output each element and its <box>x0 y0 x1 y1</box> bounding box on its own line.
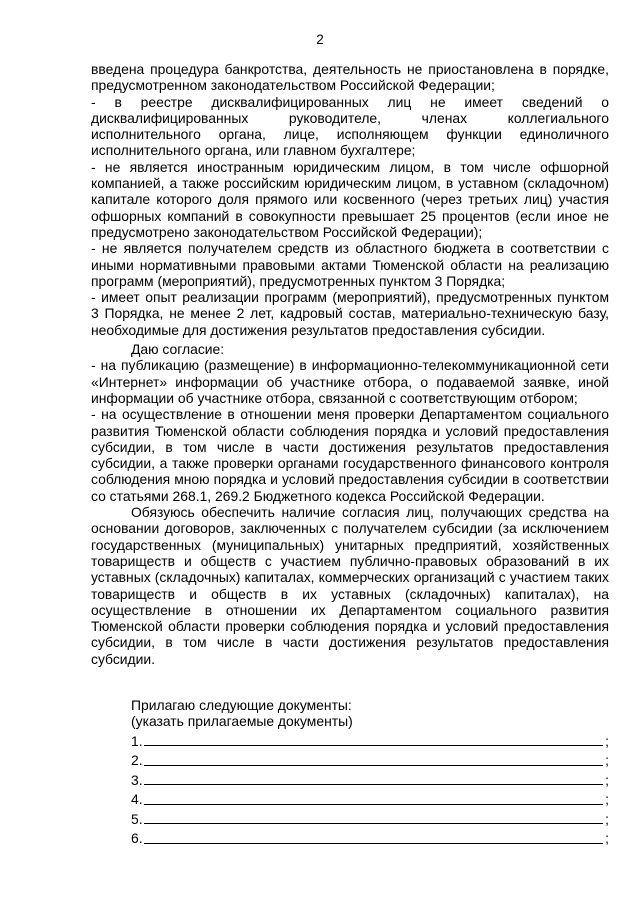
paragraph-budget-recipient: - не является получателем средств из областного бюджета в соответствии с иными нормативными правовыми актами Тюменской области на реализацию программ (мероприятий), предусмотренных пунктом 3 Порядка; <box>91 240 609 289</box>
attachment-line-end: ; <box>605 810 609 827</box>
paragraph-foreign-entity: - не является иностранным юридическим лицом, в том числе офшорной компанией, а также российским юридическим лицом, в уставном (складочном) капитале которого доля прямого или косвенного (через третьих лиц) участия офшорных компаний в совокупности превышает 25 процентов (если иное не предусмотрено законодательством Российской Федерации); <box>91 158 609 240</box>
attachments-list <box>91 730 609 847</box>
attachment-number: 4. <box>131 791 143 808</box>
attachment-line[interactable] <box>91 749 609 769</box>
attachment-line[interactable] <box>91 769 609 789</box>
attachment-number: 6. <box>131 830 143 847</box>
attachment-number: 3. <box>131 771 143 788</box>
attachment-blank-field[interactable] <box>144 783 604 785</box>
obligation-paragraph: Обязуюсь обеспечить наличие согласия лиц, получающих средства на основании договоров, заключенных с получателем субсидии (за исключением государственных (муниципальных) унитарных предприятий, хозяйственных товариществ и обществ с участием публично-правовых образований в их уставных (складочных) капиталах, коммерческих организаций с участием таких товариществ и обществ в их уставных (складочных) капиталах), на осуществление в отношении их Департаментом социального развития Тюменской области проверки соблюдения порядка и условий предоставления субсидии, в том числе в части достижения результатов предоставления субсидии. <box>91 504 609 667</box>
consent-item-publication: - на публикацию (размещение) в информационно-телекоммуникационной сети «Интернет» информации об участнике отбора, о подаваемой заявке, иной информации об участнике отбора, связанной с соответствующим отбором; <box>91 357 609 406</box>
paragraph-experience: - имеет опыт реализации программ (мероприятий), предусмотренных пунктом 3 Порядка, не менее 2 лет, кадровый состав, материально-техническую базу, необходимые для достижения результатов предоставления субсидии. <box>91 289 609 338</box>
page-number: 2 <box>316 32 324 47</box>
attachment-line[interactable] <box>91 730 609 750</box>
attachment-blank-field[interactable] <box>144 842 604 844</box>
attachment-blank-field[interactable] <box>144 803 604 805</box>
consent-item-inspection: - на осуществление в отношении меня проверки Департаментом социального развития Тюменской области соблюдения порядка и условий предоставления субсидии, в том числе в части достижения результатов предоставления субсидии, а также проверки органами государственного финансового контроля соблюдения мною порядка и условий предоставления субсидии в соответствии со статьями 268.1, 269.2 Бюджетного кодекса Российской Федерации. <box>91 406 609 504</box>
attachment-blank-field[interactable] <box>144 744 604 746</box>
attachment-line-end: ; <box>605 830 609 847</box>
attachment-line[interactable] <box>91 788 609 808</box>
attachments-heading: Прилагаю следующие документы: <box>131 696 352 713</box>
attachment-blank-field[interactable] <box>144 764 604 766</box>
attachment-blank-field[interactable] <box>144 822 604 824</box>
attachment-line-end: ; <box>605 732 609 749</box>
spacer <box>91 667 609 697</box>
attachment-line[interactable] <box>91 808 609 828</box>
paragraph-disqualified-registry: - в реестре дисквалифицированных лиц не имеет сведений о дисквалифицированных руководителе, членах коллегиального исполнительного органа, лице, исполняющем функции единоличного исполнительного органа, или главном бухгалтере; <box>91 93 609 159</box>
attachment-line[interactable] <box>91 827 609 847</box>
attachments-hint: (указать прилагаемые документы) <box>131 713 353 730</box>
paragraph-bankruptcy: введена процедура банкротства, деятельность не приостановлена в порядке, предусмотренном законодательством Российской Федерации; <box>91 61 609 94</box>
attachment-number: 2. <box>131 752 143 769</box>
attachment-line-end: ; <box>605 771 609 788</box>
document-body <box>91 61 609 847</box>
attachment-number: 1. <box>131 732 143 749</box>
attachment-line-end: ; <box>605 791 609 808</box>
attachment-number: 5. <box>131 810 143 827</box>
attachment-line-end: ; <box>605 752 609 769</box>
consent-heading: Даю согласие: <box>131 341 225 358</box>
